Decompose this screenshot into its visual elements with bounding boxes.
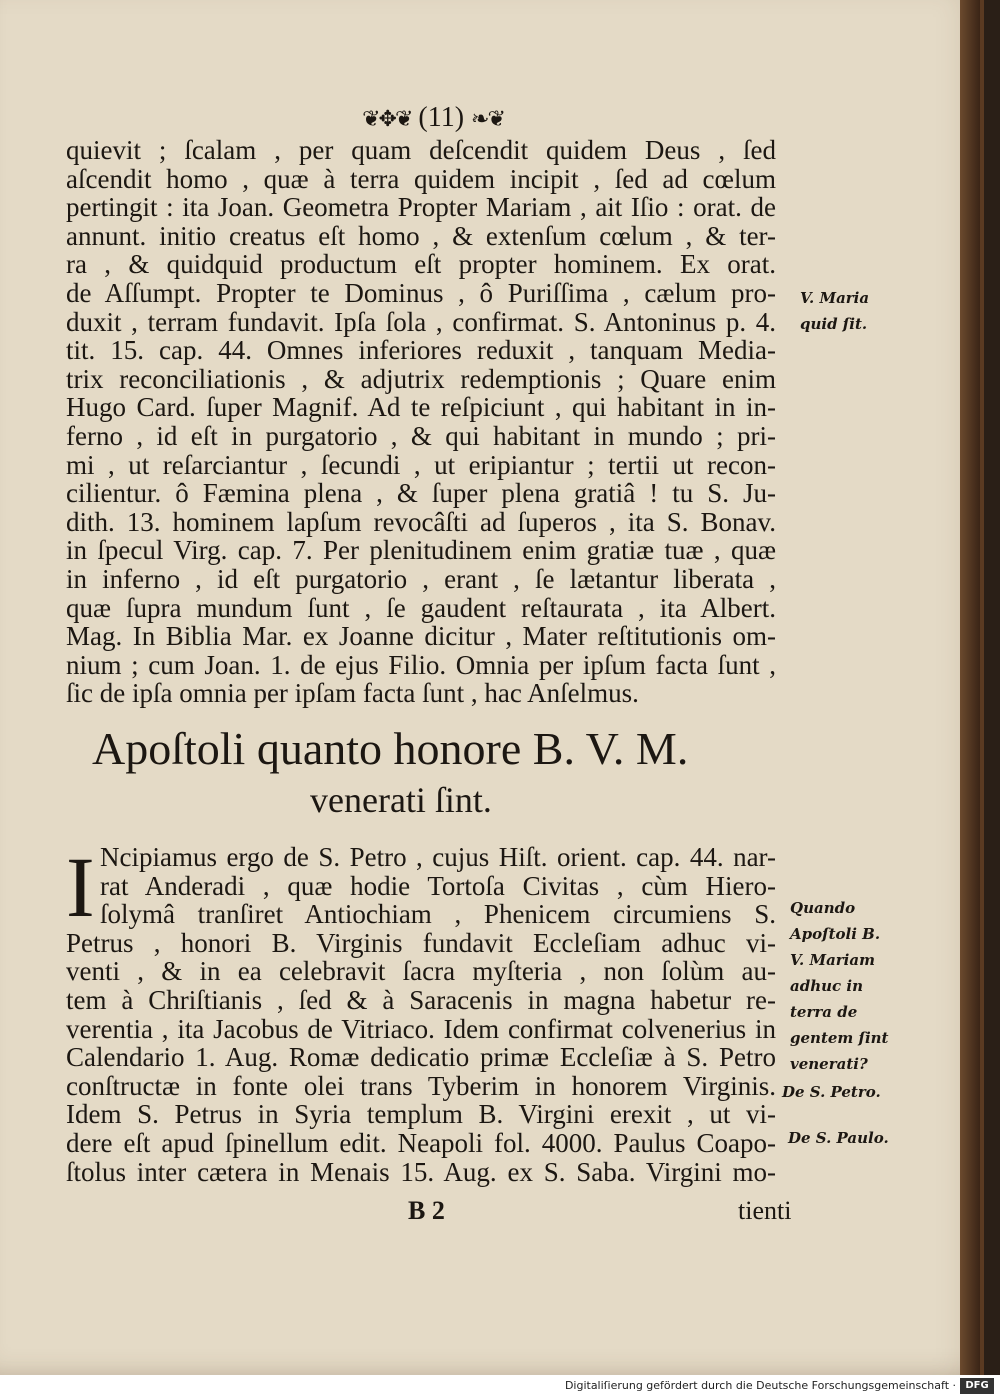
text-line: dith. 13. hominem lapſum revocâſti ad ſuperos , ita S. Bonav.	[66, 506, 776, 537]
text-line: cilientur. ô Fæmina plena , & ſuper plena gratiâ ! tu S. Ju-	[66, 478, 776, 509]
text-line: de Aſſumpt. Propter te Dominus , ô Puriſſima , cælum pro-	[66, 277, 776, 308]
drop-cap: I	[66, 839, 95, 935]
text-line: in ſpecul Virg. cap. 7. Per plenitudinem enim gratiæ tuæ , quæ	[66, 535, 776, 566]
text-line: quæ ſupra mundum ſunt , ſe gaudent reſtaurata , ita Albert.	[66, 592, 776, 623]
text-line: annunt. initio creatus eſt homo , & extenſum cœlum , & ter-	[66, 220, 776, 251]
text-line: nium ; cum Joan. 1. de ejus Filio. Omnia per ipſum facta ſunt ,	[66, 649, 776, 680]
margin-note: Apoſtoli B.	[790, 925, 881, 943]
right-ornament-icon: ❧❦	[471, 106, 504, 131]
text-line: ſolymâ tranſiret Antiochiam , Phenicem circumiens S.	[100, 899, 776, 930]
margin-note: venerati?	[790, 1055, 868, 1073]
text-line: ferno , id eſt in purgatorio , & qui habitant in mundo ; pri-	[66, 420, 776, 451]
text-line: ra , & quidquid productum eſt propter hominem. Ex orat.	[66, 249, 776, 280]
text-line: pertingit : ita Joan. Geometra Propter Mariam , ait Iſio : orat. de	[66, 192, 776, 223]
text-line: Ncipiamus ergo de S. Petro , cujus Hiſt. orient. cap. 44. nar-	[100, 842, 776, 872]
text-line: duxit , terram fundavit. Ipſa ſola , confirmat. S. Antoninus p. 4.	[66, 306, 776, 337]
text-line: verentia , ita Jacobus de Vitriaco. Idem confirmat colvenerius in	[66, 1013, 776, 1044]
section-heading-continued: venerati ſint.	[310, 780, 492, 820]
margin-note: De S. Petro.	[782, 1083, 881, 1101]
text-line: Mag. In Biblia Mar. ex Joanne dicitur , Mater reſtitutionis om-	[66, 621, 776, 652]
page-edge	[960, 0, 980, 1375]
left-ornament-icon: ❦✥❦	[362, 106, 412, 131]
text-line: trix reconciliationis , & adjutrix redemptionis ; Quare enim	[66, 363, 776, 394]
margin-note: terra de	[790, 1003, 858, 1021]
section-heading: Apoſtoli quanto honore B. V. M.	[92, 723, 689, 774]
footer-bar	[0, 1375, 1000, 1398]
signature-mark: B 2	[408, 1196, 445, 1225]
margin-note: adhuc in	[790, 977, 863, 995]
text-line: in inferno , id eſt purgatorio , erant , ſe lætantur liberata ,	[66, 563, 776, 594]
text-line: Calendario 1. Aug. Romæ dedicatio primæ Eccleſiæ à S. Petro	[66, 1042, 776, 1073]
text-line: Hugo Card. ſuper Magnif. Ad te reſpiciunt , qui habitant in in-	[66, 392, 776, 423]
paragraph-2	[66, 839, 776, 1187]
text-line: rat Anderadi , quæ hodie Tortoſa Civitas , cùm Hiero-	[100, 870, 776, 901]
text-line: Idem S. Petrus in Syria templum B. Virgini erexit , ut vi-	[66, 1099, 776, 1130]
text-line: tit. 15. cap. 44. Omnes inferiores reduxit , tanquam Media-	[66, 335, 776, 366]
catchword: tienti	[738, 1196, 792, 1225]
page-header	[338, 100, 528, 136]
margin-note: V. Maria	[800, 289, 870, 307]
page-number: (11)	[418, 102, 465, 133]
text-line: Petrus , honori B. Virginis fundavit Eccleſiam adhuc vi-	[66, 927, 776, 958]
footer-credit: Digitaliſierung gefördert durch die Deutsche Forschungsgemeinschaft ·	[564, 1379, 956, 1392]
text-line: quievit ; ſcalam , per quam deſcendit quidem Deus , ſed	[66, 135, 776, 165]
text-line: aſcendit homo , quæ à terra quidem incipit , ſed ad cœlum	[66, 163, 776, 194]
text-line: tem à Chriſtianis , ſed & à Saracenis in magna habetur re-	[66, 984, 776, 1015]
margin-note: De S. Paulo.	[788, 1129, 889, 1147]
text-line: dere eſt apud ſpinellum edit. Neapoli fol. 4000. Paulus Coapo-	[66, 1127, 776, 1158]
text-line: conſtructæ in fonte olei trans Tyberim in honorem Virginis.	[66, 1070, 776, 1101]
margin-note: gentem ſint	[790, 1029, 889, 1047]
margin-note: quid ſit.	[800, 315, 868, 333]
text-line: ſtolus inter cætera in Menais 15. Aug. ex S. Saba. Virgini mo-	[66, 1156, 776, 1187]
margin-note: Quando	[790, 899, 856, 917]
paragraph-1	[66, 136, 776, 708]
margin-note: V. Mariam	[790, 951, 875, 969]
text-line: ſic de ipſa omnia per ipſam facta ſunt , hac Anſelmus.	[66, 678, 639, 709]
text-line: mi , ut reſarciantur , ſecundi , ut eripiantur ; tertii ut recon-	[66, 449, 776, 480]
dfg-logo: DFG	[960, 1378, 994, 1394]
text-line: venti , & in ea celebravit ſacra myſteria , non ſolùm au-	[66, 956, 776, 987]
